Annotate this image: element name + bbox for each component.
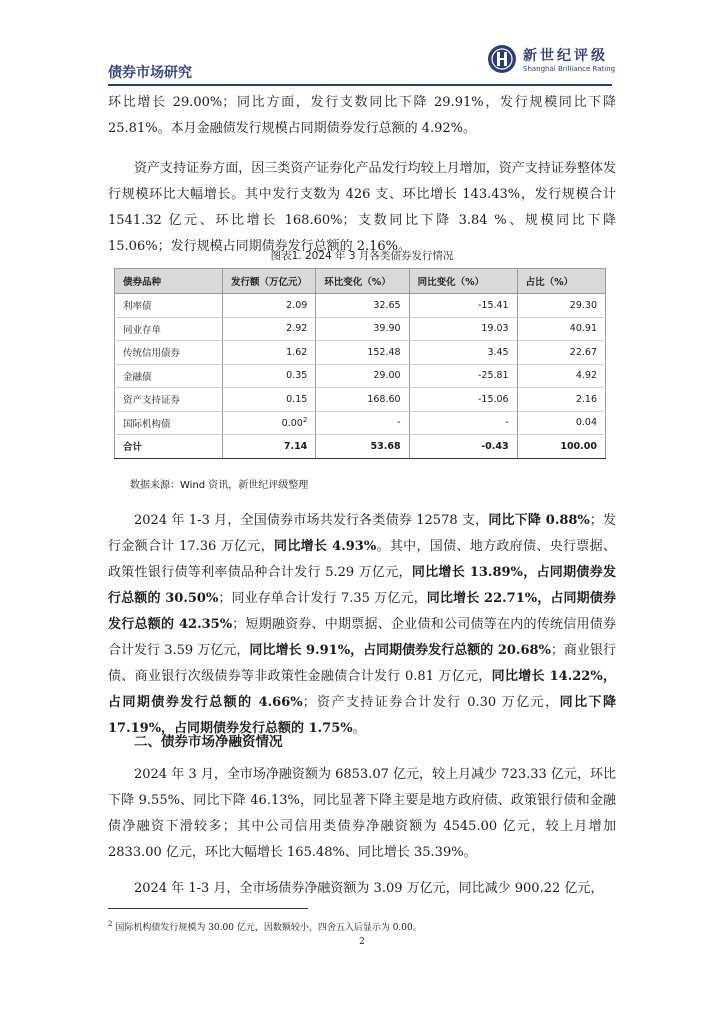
table-cell: 39.90 [316,317,409,341]
table-cell-value: 0.00 [281,418,303,430]
table-row [115,294,606,318]
table-cell: 2.16 [517,388,605,412]
paragraph-abs: 资产支持证券方面，因三类资产证券化产品发行均较上月增加，资产支持证券整体发行规模环比大幅增长。其中发行支数为 426 支、环比增长 143.43%，发行规模合计 1541.32 亿元、环比增长 168.60%；支数同比下降 3.84 %、规模同比下降 15.06%；发行规模占同期债券发行总额的 2.16%。 [108,161,616,254]
table-cell: 4.92 [517,364,605,388]
intro-text-block [108,90,616,260]
column-header: 债券品种 [115,269,223,294]
header-divider [108,84,612,86]
bold-text-run: 同比下降 0.88% [488,513,590,528]
table-row [115,341,606,365]
table-row [115,411,606,435]
data-source-note: 数据来源：Wind 资讯，新世纪评级整理 [130,480,309,491]
table-cell: 22.67 [517,341,605,365]
paragraph-march-net-financing: 2024 年 3 月，全市场净融资额为 6853.07 亿元，较上月减少 723.33 亿元，环比下降 9.55%、同比下降 46.13%，同比显著下降主要是地方政府债、政策银行债和金融债净融资下滑较多；其中公司信用类债券净融资额为 4545.00 亿元，较上月增加 2833.00 亿元，环比大幅增长 165.48%、同比增长 35.39%。 [108,767,616,860]
bold-text-run: 同比增长 14.22%，占同期债券发行总额的 4.66% [108,669,616,710]
text-run: ；同业存单合计发行 7.35 万亿元， [218,591,427,606]
paragraph-q1-net-financing: 2024 年 1-3 月，全市场债券净融资额为 3.09 万亿元，同比减少 900.22 亿元， [134,881,604,896]
table-cell: 0.04 [517,411,605,435]
table-cell: 0.15 [223,388,316,412]
text-run: ；发行金额合计 17.36 万亿元， [108,513,616,554]
net-financing-text-block [108,762,616,902]
table-cell: 3.45 [409,341,517,365]
table-cell: 40.91 [517,317,605,341]
bold-text-run: 同比增长 4.93% [274,539,377,554]
footnote-mark: 2 [108,920,113,928]
footnote [108,920,422,933]
text-run: 。 [352,721,366,736]
table-cell: - [316,411,409,435]
table-cell: 合计 [115,435,223,459]
table-cell: 29.30 [517,294,605,318]
table-cell: 资产支持证券 [115,388,223,412]
paragraph-financial-bonds: 环比增长 29.00%；同比方面，发行支数同比下降 29.91%，发行规模同比下降25.81%。本月金融债发行规模占同期债券发行总额的 4.92%。 [108,95,616,136]
table-cell: 1.62 [223,341,316,365]
section-heading: 二、债券市场净融资情况 [134,734,283,750]
column-header: 环比变化（%） [316,269,409,294]
text-run: ；短期融资券、中期票据、企业债和公司债等在内的传统信用债券合计发行 3.59 万亿元， [108,617,616,658]
footnote-text: 国际机构债发行规模为 30.00 亿元，因数额较小，四舍五入后显示为 0.00。 [115,923,422,933]
table-cell: 传统信用债券 [115,341,223,365]
text-run: 。其中，国债、地方政府债、央行票据、政策性银行债等利率债品种合计发行 5.29 万亿元， [108,539,616,580]
table-cell: 32.65 [316,294,409,318]
footnote-reference: 2 [302,416,308,425]
bold-text-run: 同比增长 22.71%，占同期债券发行总额的 42.35% [108,591,616,632]
table-caption: 图表1. 2024 年 3 月各类债券发行情况 [270,250,454,262]
table-cell: 7.14 [223,435,316,459]
text-run: ；资产支持证券合计发行 0.30 万亿元， [302,695,560,710]
table-cell: 金融债 [115,364,223,388]
table-cell: 19.03 [409,317,517,341]
text-run: ；商业银行债、商业银行次级债券等非政策性金融债合计发行 0.81 万亿元， [108,643,616,684]
logo-chinese-name: 新世纪评级 [523,48,608,64]
table-cell: 2.09 [223,294,316,318]
table-cell: 同业存单 [115,317,223,341]
column-header: 同比变化（%） [409,269,517,294]
page-number: 2 [359,937,365,947]
footnote-divider [108,908,308,909]
table-cell: 100.00 [517,435,605,459]
table-row [115,364,606,388]
table-cell: -15.06 [409,388,517,412]
text-run: 2024 年 1-3 月，全国债券市场共发行各类债券 12578 支， [134,513,489,528]
brilliance-logo-icon [487,44,517,74]
paragraph-q1-summary [108,508,616,742]
table-cell: 53.68 [316,435,409,459]
table-cell [223,411,316,435]
report-header-title: 债券市场研究 [108,65,192,81]
table-row [115,388,606,412]
logo [487,44,615,74]
bold-text-run: 同比增长 9.91%，占同期债券发行总额的 20.68% [249,643,551,658]
table-cell: -25.81 [409,364,517,388]
table-cell: 2.92 [223,317,316,341]
table-cell: 168.60 [316,388,409,412]
column-header: 占比（%） [517,269,605,294]
table-cell: - [409,411,517,435]
bold-text-run: 同比增长 13.89%，占同期债券发行总额的 30.50% [108,565,616,606]
table-cell: -0.43 [409,435,517,459]
table-header-row [115,269,606,294]
summary-text-block [108,508,616,742]
column-header: 发行额（万亿元） [223,269,316,294]
logo-english-name: Shanghai Brilliance Rating [523,65,616,73]
table-cell: 国际机构债 [115,411,223,435]
table-total-row [115,435,606,459]
bold-text-run: 同比下降 17.19%，占同期债券发行总额的 1.75% [108,695,616,736]
table-cell: 利率债 [115,294,223,318]
table-row [115,317,606,341]
table-cell: 29.00 [316,364,409,388]
bond-issuance-table [114,268,606,459]
table-cell: 152.48 [316,341,409,365]
table-cell: -15.41 [409,294,517,318]
table-cell: 0.35 [223,364,316,388]
